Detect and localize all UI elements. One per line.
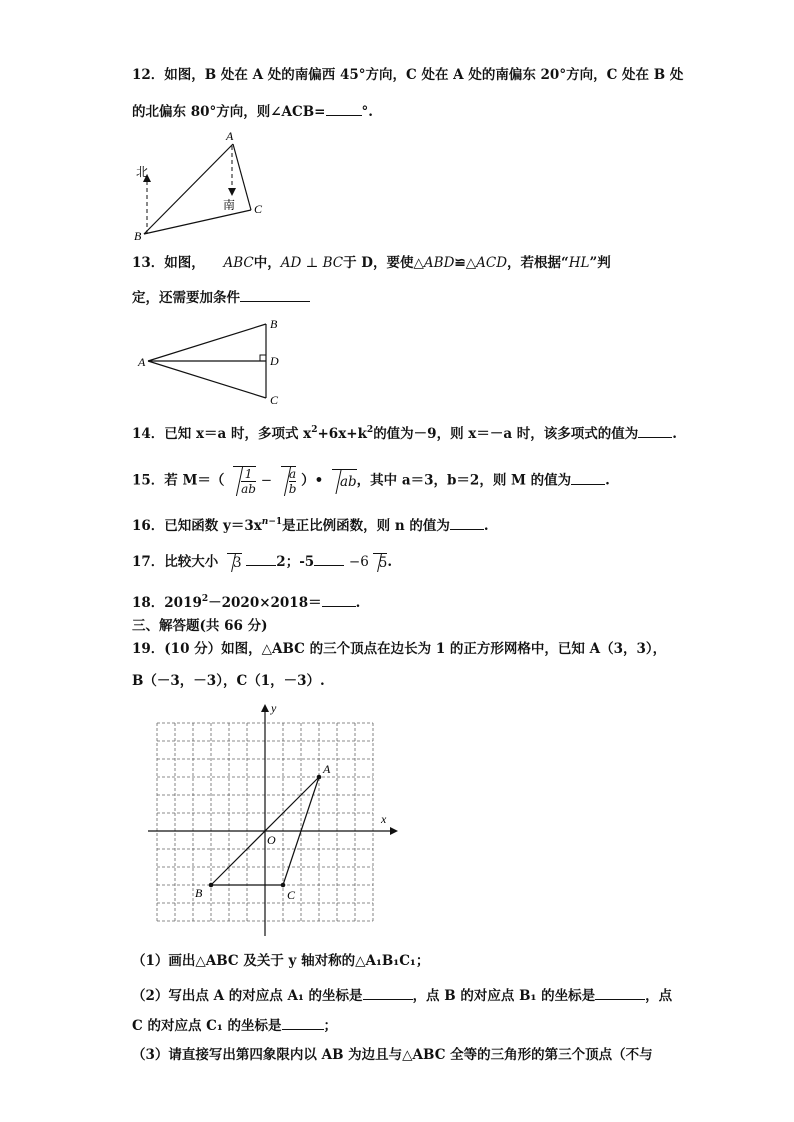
q14-answer-blank[interactable] bbox=[638, 423, 672, 438]
q12-seg-ab bbox=[144, 144, 236, 234]
q14-sup2: 2 bbox=[366, 425, 374, 435]
q18-sup: 2 bbox=[201, 594, 209, 604]
point-a-label: A bbox=[323, 762, 331, 776]
q19-part2-c: ，点 bbox=[645, 988, 673, 1004]
q19-part2-line1 bbox=[132, 985, 672, 1005]
q13-figure bbox=[134, 316, 284, 408]
point-b-label: B bbox=[195, 886, 203, 900]
q13-line1 bbox=[132, 254, 611, 272]
q16-line bbox=[132, 513, 489, 535]
q19-part2-end: ； bbox=[323, 1018, 338, 1034]
q16-sup-minus1: −1 bbox=[268, 517, 283, 527]
q12-line1: 12．如图，B 处在 A 处的南偏西 45°方向，C 处在 A 处的南偏东 20°方向，C 处在 B 处 bbox=[132, 67, 684, 83]
q12-answer-blank[interactable] bbox=[326, 101, 362, 116]
q13-line2-text: 定，还需要加条件 bbox=[132, 290, 240, 306]
point-c bbox=[281, 883, 286, 888]
q15-line: 15．若 M＝（ $\frac{1}{ab}$ − $\frac{a}{b}$ ）• ab，其中 a＝3，b＝2，则 M 的值为 . bbox=[132, 467, 610, 496]
q18-pre: 18．2019 bbox=[132, 595, 202, 611]
q14-mid: +6x+k bbox=[317, 426, 367, 442]
q12-text: 的北偏东 80°方向，则∠ACB= bbox=[132, 104, 326, 120]
q17-sqrt1: 3 bbox=[227, 553, 242, 572]
q14-post: 的值为－9，则 x＝－a 时，该多项式的值为 bbox=[373, 426, 639, 442]
y-axis-label: y bbox=[271, 701, 277, 715]
q12-label-c: C bbox=[254, 202, 263, 216]
point-a bbox=[317, 775, 322, 780]
section-heading: 三、解答题(共 66 分) bbox=[132, 618, 268, 634]
q12-label-a: A bbox=[226, 129, 234, 143]
q17-mid: 2；-5 bbox=[276, 554, 315, 570]
q12-seg-ac bbox=[233, 144, 251, 210]
q19-line1: 19．(10 分）如图，△ABC 的三个顶点在边长为 1 的正方形网格中，已知 A（3，3）， bbox=[132, 641, 667, 657]
q17-line bbox=[132, 551, 392, 572]
q15-sqrt1 bbox=[233, 466, 256, 496]
q13-label-d: D bbox=[270, 354, 279, 368]
x-axis-label: x bbox=[381, 812, 387, 826]
q12-south-arrowhead bbox=[228, 188, 236, 196]
point-b bbox=[209, 883, 214, 888]
q13-tri1: ABD bbox=[423, 255, 455, 271]
q13-seg-ac bbox=[148, 361, 266, 398]
q17-coef: −6 bbox=[348, 554, 369, 570]
q13-hl: HL bbox=[568, 255, 590, 271]
point-c-label: C bbox=[287, 888, 296, 902]
q12-label-b: B bbox=[134, 229, 142, 243]
origin-label: O bbox=[267, 833, 276, 847]
q13-d: 于 D，要使△ bbox=[343, 255, 424, 271]
q15-den1: ab bbox=[241, 482, 256, 496]
q13-end: ”判 bbox=[589, 255, 611, 271]
q13-post: ，若根据“ bbox=[507, 255, 569, 271]
q13-abc: ABC bbox=[223, 255, 254, 271]
q16-post: 是正比例函数，则 n 的值为 bbox=[282, 518, 450, 534]
q15-mid: ）• bbox=[301, 472, 324, 489]
q12-label-south: 南 bbox=[223, 198, 236, 212]
q15-num1: 1 bbox=[241, 467, 256, 482]
q13-label-a: A bbox=[138, 355, 146, 369]
q13-label-c: C bbox=[270, 393, 279, 407]
q17-answer-blank-1[interactable] bbox=[246, 551, 276, 566]
q17-pre: 17．比较大小 bbox=[132, 554, 219, 570]
q15-sqrt3: ab bbox=[332, 469, 357, 494]
q15-den2: b bbox=[288, 482, 297, 496]
q13-cond: AD ⊥ BC bbox=[280, 255, 344, 271]
q17-sqrt2: 5 bbox=[373, 553, 388, 572]
q13-answer-blank[interactable] bbox=[240, 287, 310, 302]
q12-figure bbox=[130, 128, 280, 243]
q19-b1-blank[interactable] bbox=[595, 985, 645, 1000]
x-axis-arrow bbox=[390, 827, 398, 835]
q15-post: ，其中 a＝3，b＝2，则 M 的值为 bbox=[356, 472, 572, 489]
q12-label-north: 北 bbox=[136, 165, 149, 179]
q13-line2 bbox=[132, 287, 310, 307]
q16-pre: 16．已知函数 y＝3x bbox=[132, 518, 262, 534]
q16-answer-blank[interactable] bbox=[450, 515, 484, 530]
q14-pre: 14．已知 x＝a 时，多项式 x bbox=[132, 426, 312, 442]
q19-part2-b: ，点 B 的对应点 B₁ 的坐标是 bbox=[412, 988, 596, 1004]
q15-num2: a bbox=[288, 467, 297, 481]
q18-line bbox=[132, 590, 360, 612]
q12-line2 bbox=[132, 101, 373, 121]
q15-answer-blank[interactable] bbox=[571, 470, 605, 485]
q13-tri2: ACD bbox=[476, 255, 508, 271]
q14-end: . bbox=[672, 426, 677, 442]
q16-sup-n: n bbox=[261, 517, 269, 527]
q14-line bbox=[132, 421, 677, 443]
q13-mid: 中， bbox=[253, 255, 281, 271]
q17-answer-blank-2[interactable] bbox=[314, 551, 344, 566]
q13-pre: 13．如图， bbox=[132, 255, 205, 271]
q19-c1-blank[interactable] bbox=[282, 1015, 324, 1030]
q15-end: . bbox=[605, 472, 610, 489]
q13-seg-ab bbox=[148, 324, 266, 361]
q19-part1: （1）画出△ABC 及关于 y 轴对称的△A₁B₁C₁； bbox=[132, 953, 430, 969]
q19-part2-a: （2）写出点 A 的对应点 A₁ 的坐标是 bbox=[132, 988, 363, 1004]
q13-right-angle bbox=[260, 355, 266, 361]
q19-part3: （3）请直接写出第四象限内以 AB 为边且与△ABC 全等的三角形的第三个顶点（不与 bbox=[132, 1047, 653, 1063]
q15-pre: 15．若 M＝（ bbox=[132, 472, 225, 489]
q16-end: . bbox=[483, 518, 489, 534]
q15-sqrt2 bbox=[281, 466, 297, 496]
y-axis-arrow bbox=[261, 704, 269, 712]
q19-part2-line2 bbox=[132, 1015, 337, 1035]
q12-text-end: °. bbox=[361, 104, 373, 120]
q17-end: . bbox=[387, 554, 393, 570]
q19-line2: B（－3，－3），C（1，－3）. bbox=[132, 673, 325, 689]
q13-label-b: B bbox=[270, 317, 278, 331]
q18-post: －2020×2018＝ bbox=[208, 595, 322, 611]
q18-end: . bbox=[355, 595, 361, 611]
q19-part2-line2-text: C 的对应点 C₁ 的坐标是 bbox=[132, 1018, 282, 1034]
q19-a1-blank[interactable] bbox=[363, 985, 413, 1000]
q18-answer-blank[interactable] bbox=[322, 592, 356, 607]
q12-seg-bc bbox=[144, 210, 251, 234]
q19-grid-figure bbox=[140, 700, 400, 940]
q14-sup1: 2 bbox=[311, 425, 318, 435]
q13-cong: ≌△ bbox=[454, 255, 477, 271]
